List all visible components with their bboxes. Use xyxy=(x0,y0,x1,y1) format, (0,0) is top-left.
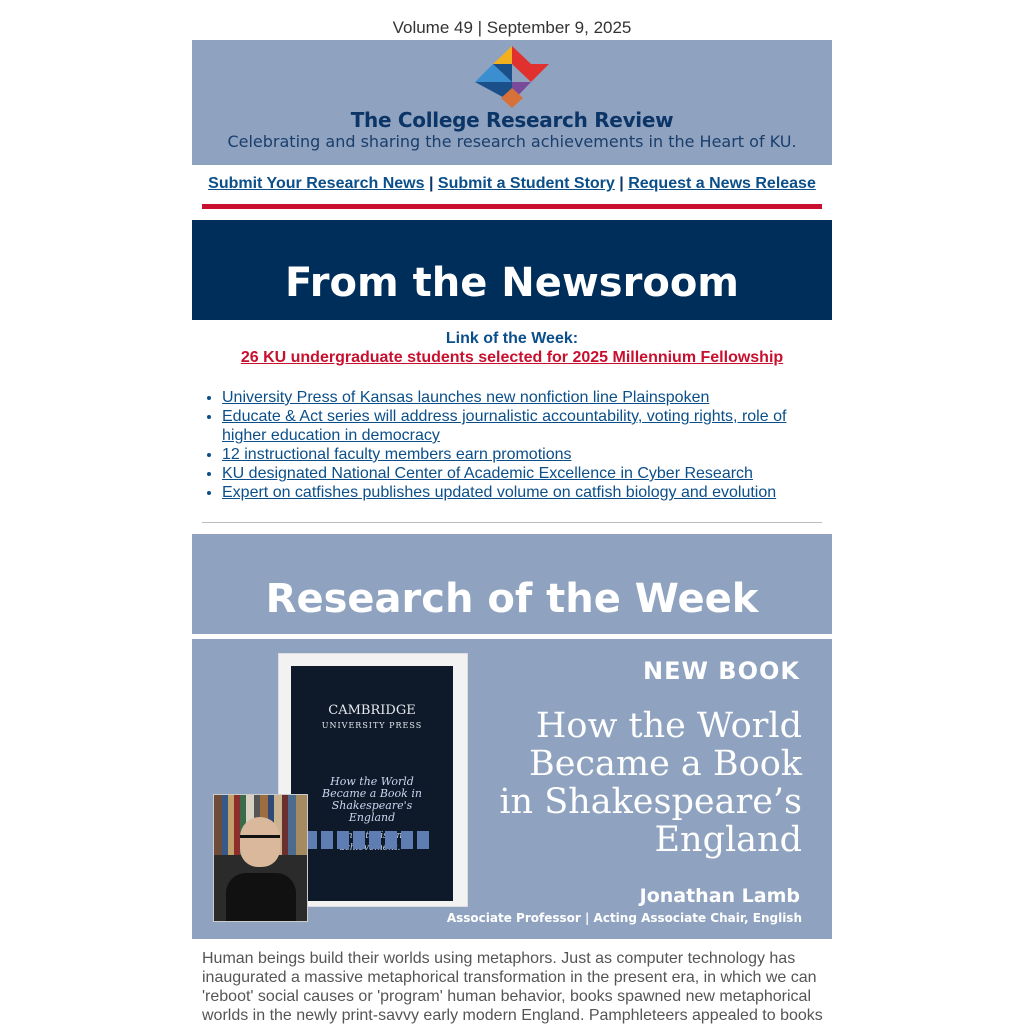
book-display-icon xyxy=(303,829,441,889)
author-name: Jonathan Lamb xyxy=(639,885,800,907)
book-title xyxy=(482,707,802,859)
list-item xyxy=(222,388,832,407)
window-publisher-name: CAMBRIDGE xyxy=(328,703,416,718)
masthead-banner xyxy=(192,40,832,165)
news-link[interactable]: KU designated National Center of Academic Excellence in Cyber Research xyxy=(222,465,753,482)
news-link[interactable]: University Press of Kansas launches new nonfiction line Plainspoken xyxy=(222,389,710,406)
window-publisher xyxy=(291,704,453,733)
section-divider xyxy=(202,522,822,523)
research-summary: Human beings build their worlds using metaphors. Just as computer technology has inaugurated a massive metaphorical transformation in the present era, in which we can 'reboot' social causes or 'program' human behavior, books spawned new metaphorical worlds in the newly print-savvy early modern England. Pamphleteers appealed to books xyxy=(202,950,823,1024)
window-display xyxy=(291,666,453,901)
book-title-line: Became a Book xyxy=(529,744,802,784)
shirt-shape xyxy=(226,873,296,921)
window-poster-title: How the World Became a Book in Shakespeare's England xyxy=(322,775,422,824)
list-item xyxy=(222,407,832,445)
link-of-week-label: Link of the Week: xyxy=(445,330,579,347)
nav-separator: | xyxy=(619,175,624,192)
publication-tagline: Celebrating and sharing the research achievements in the Heart of KU. xyxy=(227,132,797,151)
news-list xyxy=(202,388,832,502)
research-heading: Research of the Week xyxy=(265,576,759,622)
news-link[interactable]: Educate & Act series will address journalistic accountability, voting rights, role of higher education in democracy xyxy=(222,408,787,444)
new-book-kicker: NEW BOOK xyxy=(642,657,800,685)
list-item xyxy=(222,483,832,502)
submission-links xyxy=(192,175,832,193)
author-portrait xyxy=(213,794,308,922)
feature-graphic[interactable] xyxy=(192,639,832,939)
book-title-line: England xyxy=(654,820,802,860)
window-poster-quote: astonishing xyxy=(355,831,408,841)
author-role: Associate Professor | Acting Associate Chair, English xyxy=(446,911,802,925)
publication-title: The College Research Review xyxy=(350,108,674,132)
list-item xyxy=(222,445,832,464)
link-of-week xyxy=(192,349,832,367)
news-link[interactable]: Expert on catfishes publishes updated volume on catfish biology and evolution xyxy=(222,484,777,501)
nav-separator: | xyxy=(428,175,434,192)
request-news-release-link[interactable]: Request a News Release xyxy=(628,175,816,192)
book-title-line: How the World xyxy=(535,706,802,746)
submit-student-story-link[interactable]: Submit a Student Story xyxy=(437,175,615,192)
research-banner xyxy=(192,534,832,634)
window-publisher-sub: UNIVERSITY PRESS xyxy=(321,721,423,730)
glasses-icon xyxy=(240,835,280,848)
submit-research-news-link[interactable]: Submit Your Research News xyxy=(208,175,425,192)
college-logo-icon xyxy=(475,46,549,110)
newsroom-banner xyxy=(192,220,832,320)
volume-date-line: Volume 49 | September 9, 2025 xyxy=(392,18,632,37)
book-title-line: in Shakespeare’s xyxy=(499,782,802,822)
newsroom-heading: From the Newsroom xyxy=(285,260,739,306)
list-item xyxy=(222,464,832,483)
link-of-week-anchor[interactable]: 26 KU undergraduate students selected for 2025 Millennium Fellowship xyxy=(240,349,784,366)
news-link[interactable]: 12 instructional faculty members earn promotions xyxy=(222,446,572,463)
red-divider xyxy=(202,204,822,209)
